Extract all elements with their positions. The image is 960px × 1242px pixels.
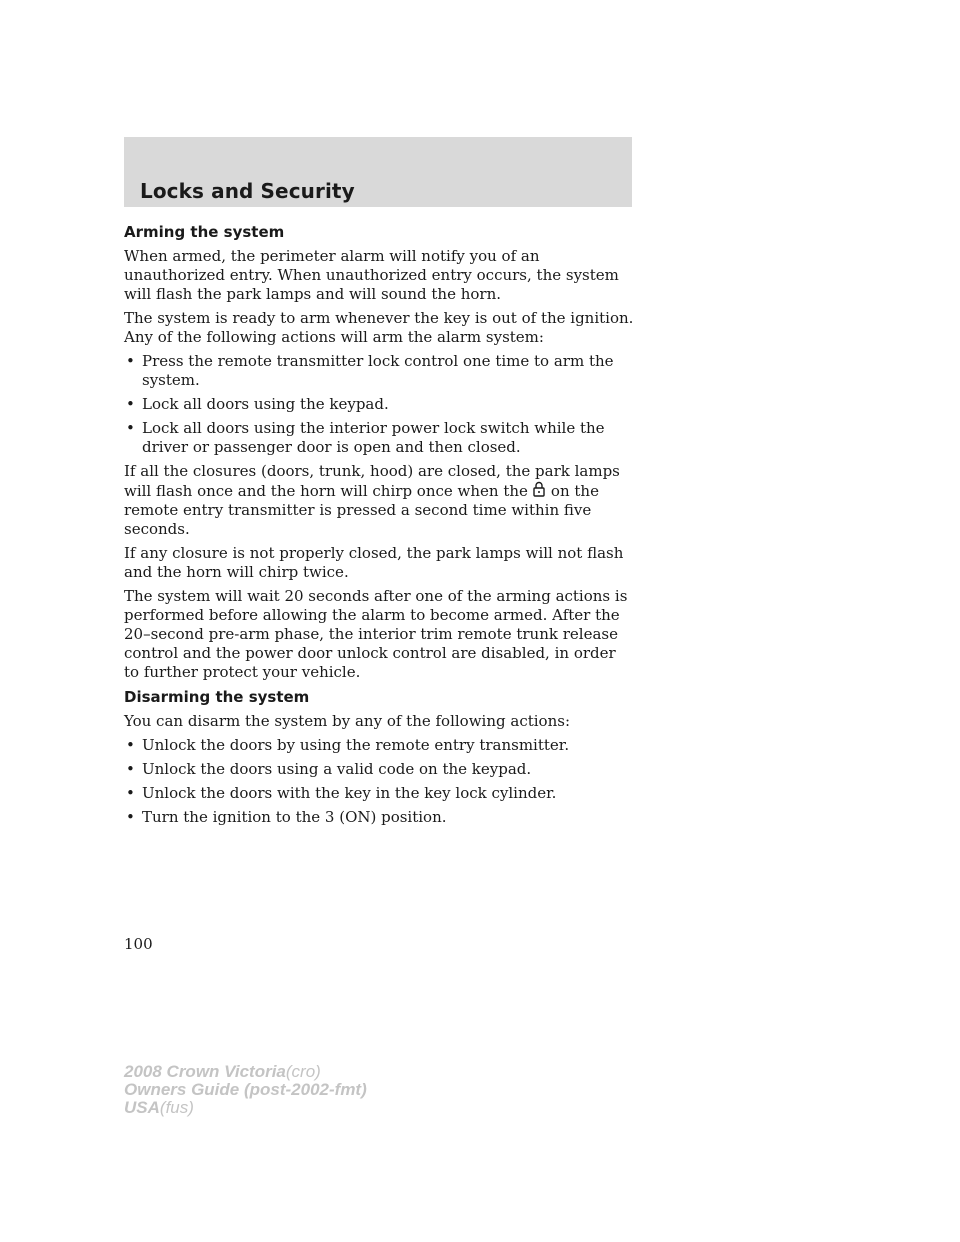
list-item-text: Lock all doors using the interior power lock switch while the driver or passenger door is open and then closed. bbox=[142, 419, 605, 456]
bullet-glyph: • bbox=[126, 736, 135, 754]
list-item-text: Turn the ignition to the 3 (ON) position. bbox=[142, 808, 447, 826]
section-title: Locks and Security bbox=[140, 179, 355, 203]
list-item bbox=[124, 784, 634, 803]
paragraph-text: If all the closures (doors, trunk, hood) are closed, the park lamps will flash once and the horn will chirp once when the bbox=[124, 462, 620, 500]
arming-paragraph-1: When armed, the perimeter alarm will notify you of an unauthorized entry. When unauthorized entry occurs, the system will flash the park lamps and will sound the horn. bbox=[124, 247, 619, 303]
list-item bbox=[124, 760, 634, 779]
arming-paragraph-4: If any closure is not properly closed, the park lamps will not flash and the horn will chirp twice. bbox=[124, 544, 624, 581]
paragraph-text: on the remote entry transmitter is pressed a second time within five seconds. bbox=[124, 482, 599, 538]
disarming-intro: You can disarm the system by any of the following actions: bbox=[124, 712, 570, 730]
arming-paragraph-5: The system will wait 20 seconds after one of the arming actions is performed before allowing the alarm to become armed. After the 20–second pre-arm phase, the interior trim remote trunk release control and the power door unlock control are disabled, in order to further protect your vehicle. bbox=[124, 587, 628, 681]
bullet-glyph: • bbox=[126, 352, 135, 370]
list-item-text: Lock all doors using the keypad. bbox=[142, 395, 389, 413]
list-item bbox=[124, 736, 634, 755]
page-content bbox=[124, 222, 634, 832]
disarming-heading: Disarming the system bbox=[124, 688, 310, 706]
footer-line-2: Owners Guide (post-2002-fmt) bbox=[124, 1080, 367, 1099]
list-item-text: Unlock the doors using a valid code on the keypad. bbox=[142, 760, 532, 778]
footer-line-3: USA(fus) bbox=[124, 1098, 194, 1117]
footer-line-1: 2008 Crown Victoria(cro) bbox=[124, 1062, 321, 1081]
list-item-text: Unlock the doors by using the remote entry transmitter. bbox=[142, 736, 570, 754]
bullet-glyph: • bbox=[126, 395, 135, 413]
bullet-glyph: • bbox=[126, 419, 135, 437]
page-number: 100 bbox=[124, 935, 153, 953]
list-item bbox=[124, 419, 634, 457]
bullet-glyph: • bbox=[126, 760, 135, 778]
list-item-text: Press the remote transmitter lock control one time to arm the system. bbox=[142, 352, 614, 389]
arming-paragraph-3 bbox=[124, 462, 634, 539]
list-item bbox=[124, 808, 634, 827]
padlock-icon bbox=[530, 481, 548, 497]
arming-paragraph-2: The system is ready to arm whenever the key is out of the ignition. Any of the following actions will arm the alarm system: bbox=[124, 309, 634, 346]
disarming-actions-list bbox=[124, 736, 634, 827]
list-item bbox=[124, 352, 634, 390]
arming-actions-list bbox=[124, 352, 634, 457]
list-item-text: Unlock the doors with the key in the key lock cylinder. bbox=[142, 784, 557, 802]
bullet-glyph: • bbox=[126, 784, 135, 802]
section-header-band bbox=[124, 137, 632, 207]
bullet-glyph: • bbox=[126, 808, 135, 826]
arming-heading: Arming the system bbox=[124, 223, 285, 241]
list-item bbox=[124, 395, 634, 414]
document-footer bbox=[124, 1063, 367, 1117]
